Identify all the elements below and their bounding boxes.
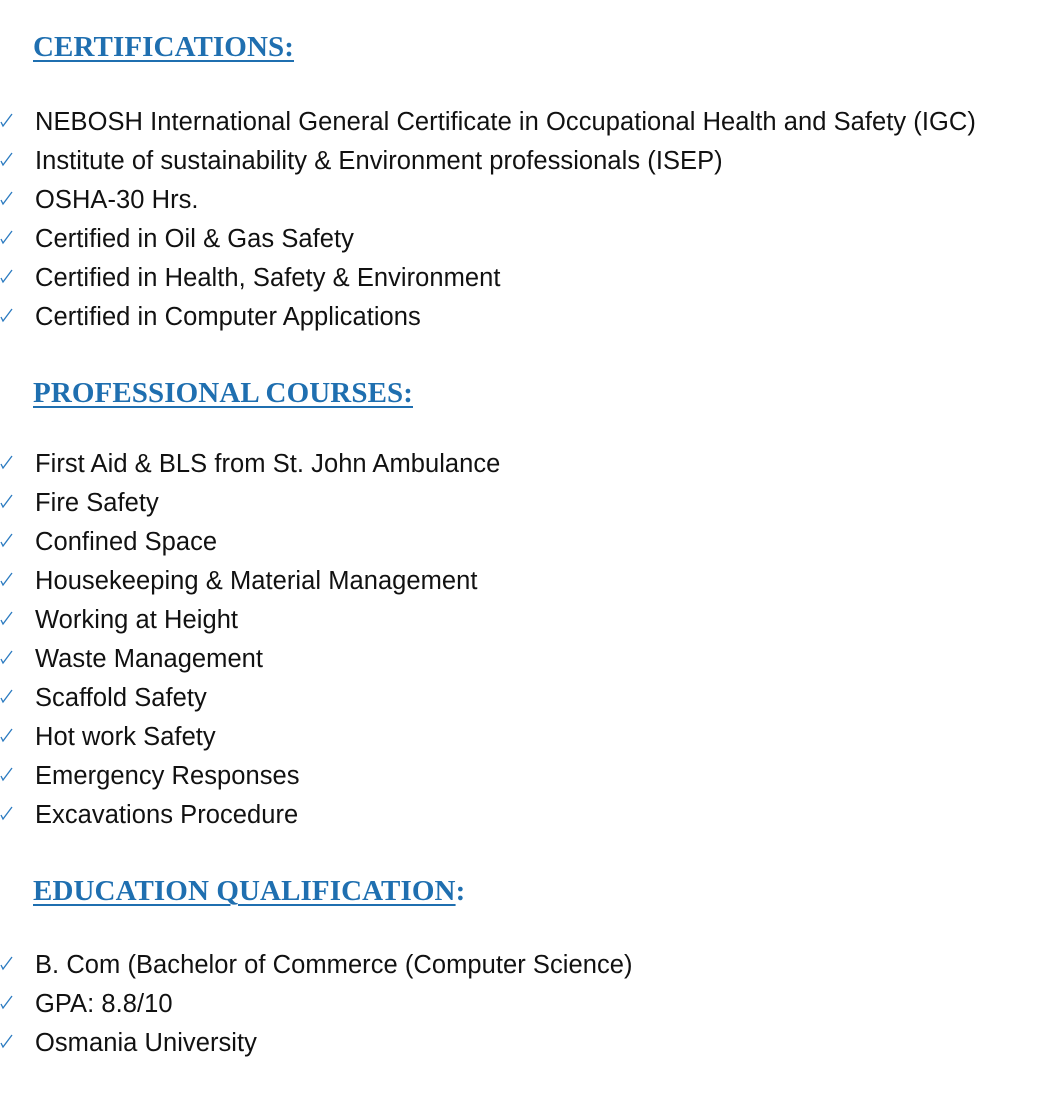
course-text: Waste Management [35,645,264,673]
course-text: Working at Height [35,606,239,634]
certification-text: OSHA-30 Hrs. [35,186,199,214]
checkmark-icon [0,268,14,284]
checkmark-icon [0,190,14,206]
professional-courses-heading: PROFESSIONAL COURSES: [33,377,413,409]
course-text: First Aid & BLS from St. John Ambulance [35,450,501,478]
checkmark-icon [0,688,14,704]
checkmark-icon [0,532,14,548]
checkmark-icon [0,766,14,782]
course-text: Emergency Responses [35,762,300,790]
course-text: Scaffold Safety [35,684,207,712]
checkmark-icon [0,610,14,626]
checkmark-icon [0,151,14,167]
education-text: GPA: 8.8/10 [35,990,173,1018]
certification-text: Certified in Computer Applications [35,303,421,331]
checkmark-icon [0,805,14,821]
certification-text: Certified in Oil & Gas Safety [35,225,354,253]
checkmark-icon [0,727,14,743]
course-text: Housekeeping & Material Management [35,567,478,595]
checkmark-icon [0,955,14,971]
checkmark-icon [0,994,14,1010]
course-text: Confined Space [35,528,218,556]
checkmark-icon [0,229,14,245]
checkmark-icon [0,112,14,128]
checkmark-icon [0,454,14,470]
education-heading [33,874,465,908]
course-text: Hot work Safety [35,723,216,751]
education-text: Osmania University [35,1029,257,1057]
checkmark-icon [0,649,14,665]
course-text: Fire Safety [35,489,159,517]
checkmark-icon [0,1033,14,1049]
certification-text: Certified in Health, Safety & Environment [35,264,501,292]
education-text: B. Com (Bachelor of Commerce (Computer Science) [35,951,633,979]
education-heading-text: EDUCATION QUALIFICATION [33,875,456,907]
checkmark-icon [0,493,14,509]
course-text: Excavations Procedure [35,801,299,829]
certifications-heading: CERTIFICATIONS: [33,31,294,63]
checkmark-icon [0,307,14,323]
certification-text: Institute of sustainability & Environment professionals (ISEP) [35,147,723,175]
education-heading-colon: : [455,875,466,907]
certification-text: NEBOSH International General Certificate in Occupational Health and Safety (IGC) [35,108,976,136]
checkmark-icon [0,571,14,587]
